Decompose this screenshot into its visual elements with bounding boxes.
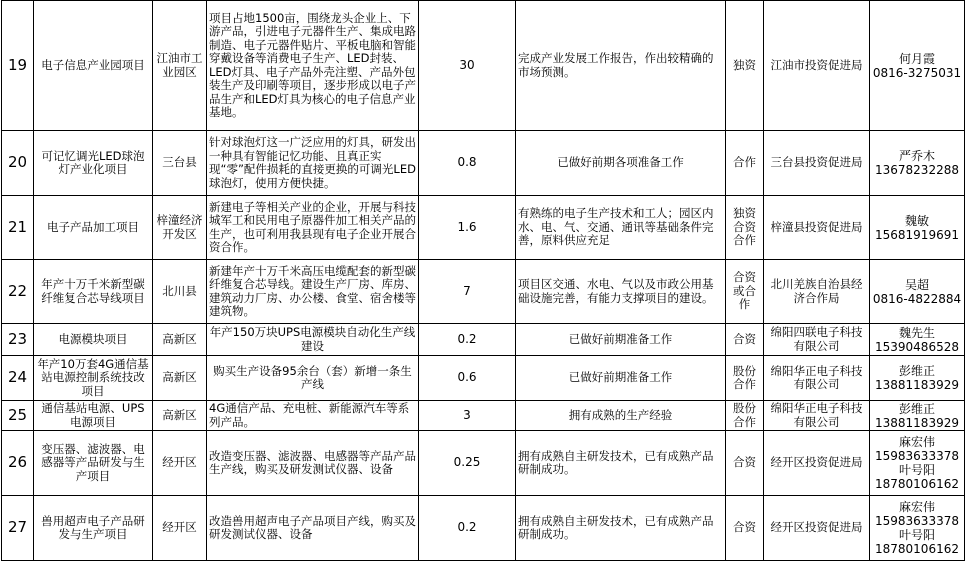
contact-person xyxy=(870,196,965,260)
project-conditions: 已做好前期准备工作 xyxy=(516,356,726,401)
contact-unit: 北川羌族自治县经济合作局 xyxy=(764,260,870,324)
contact-phone: 13881183929 xyxy=(875,378,959,392)
project-name: 电子信息产业园项目 xyxy=(34,1,153,131)
row-number: 22 xyxy=(2,260,34,324)
contact-person xyxy=(870,431,965,496)
contact-name-2: 叶号阳 xyxy=(898,528,935,542)
contact-name: 彭维正 xyxy=(898,401,935,416)
row-number: 25 xyxy=(2,401,34,431)
project-content: 新建年产十万千米高压电缆配套的新型碳纤维复合芯导线。建设生产厂房、库房、建筑动力厂房、办公楼、食堂、宿舍楼等建筑物。 xyxy=(207,260,419,324)
contact-phone-2: 18780106162 xyxy=(875,477,959,491)
contact-unit: 梓潼县投资促进局 xyxy=(764,196,870,260)
table-row xyxy=(2,196,965,260)
contact-phone: 15390486528 xyxy=(875,339,959,354)
project-content: 年产150万块UPS电源模块自动化生产线建设 xyxy=(207,324,419,356)
investment-amount: 0.2 xyxy=(419,496,516,561)
project-conditions: 拥有成熟自主研发技术，已有成熟产品研制成功。 xyxy=(516,496,726,561)
investment-amount: 0.2 xyxy=(419,324,516,356)
contact-name-2: 叶号阳 xyxy=(898,463,935,477)
investment-amount: 1.6 xyxy=(419,196,516,260)
project-name: 电子产品加工项目 xyxy=(34,196,153,260)
contact-name: 何月霞 xyxy=(898,51,935,66)
contact-unit: 绵阳华正电子科技有限公司 xyxy=(764,401,870,431)
row-number: 27 xyxy=(2,496,34,561)
row-number: 26 xyxy=(2,431,34,496)
project-name: 可记忆调光LED球泡灯产业化项目 xyxy=(34,131,153,196)
table-row xyxy=(2,131,965,196)
contact-phone: 0816-3275031 xyxy=(872,65,962,80)
investment-amount: 0.8 xyxy=(419,131,516,196)
contact-name: 麻宏伟 xyxy=(898,435,935,449)
contact-unit: 经开区投资促进局 xyxy=(764,431,870,496)
contact-person xyxy=(870,401,965,431)
project-content: 4G通信产品、充电桩、新能源汽车等系列产品。 xyxy=(207,401,419,431)
contact-phone-2: 18780106162 xyxy=(875,542,959,556)
project-location: 高新区 xyxy=(153,324,207,356)
contact-phone: 15983633378 xyxy=(875,449,959,463)
contact-unit: 三台县投资促进局 xyxy=(764,131,870,196)
contact-person xyxy=(870,356,965,401)
contact-person xyxy=(870,1,965,131)
project-name: 电源模块项目 xyxy=(34,324,153,356)
project-conditions: 项目区交通、水电、气以及市政公用基础设施完善，有能力支撑项目的建设。 xyxy=(516,260,726,324)
contact-phone: 15681919691 xyxy=(875,227,959,242)
contact-name: 吴超 xyxy=(904,277,929,292)
cooperation-mode: 合资 xyxy=(726,496,764,561)
project-content: 新建电子等相关产业的企业，开展与科技城军工和民用电子原器件加工相关产品的生产，也可利用我县现有电子企业开展合资合作。 xyxy=(207,196,419,260)
cooperation-mode: 合资 xyxy=(726,431,764,496)
table-row xyxy=(2,1,965,131)
table-row xyxy=(2,431,965,496)
contact-person xyxy=(870,496,965,561)
table-row xyxy=(2,324,965,356)
row-number: 20 xyxy=(2,131,34,196)
project-location: 高新区 xyxy=(153,401,207,431)
table-row xyxy=(2,401,965,431)
project-name: 通信基站电源、UPS电源项目 xyxy=(34,401,153,431)
row-number: 24 xyxy=(2,356,34,401)
project-location: 经开区 xyxy=(153,431,207,496)
table-row xyxy=(2,356,965,401)
project-conditions: 有熟练的电子生产技术和工人；园区内水、电、气、交通、通讯等基础条件完善，原料供应充足 xyxy=(516,196,726,260)
row-number: 21 xyxy=(2,196,34,260)
table-row xyxy=(2,260,965,324)
cooperation-mode: 合资 xyxy=(726,324,764,356)
project-table xyxy=(1,0,965,561)
contact-phone: 13678232288 xyxy=(875,163,959,177)
project-location: 梓潼经济开发区 xyxy=(153,196,207,260)
row-number: 19 xyxy=(2,1,34,131)
contact-unit: 绵阳华正电子科技有限公司 xyxy=(764,356,870,401)
contact-name: 严乔木 xyxy=(898,149,935,163)
cooperation-mode: 合资或合作 xyxy=(726,260,764,324)
row-number: 23 xyxy=(2,324,34,356)
cooperation-mode: 股份合作 xyxy=(726,401,764,431)
project-content: 购买生产设备95余台（套）新增一条生产线 xyxy=(207,356,419,401)
contact-name: 魏敏 xyxy=(904,213,929,228)
contact-unit: 江油市投资促进局 xyxy=(764,1,870,131)
contact-phone: 15983633378 xyxy=(875,514,959,528)
project-conditions: 已做好前期各项准备工作 xyxy=(516,131,726,196)
investment-amount: 7 xyxy=(419,260,516,324)
project-conditions: 拥有成熟的生产经验 xyxy=(516,401,726,431)
contact-name: 彭维正 xyxy=(898,364,935,378)
contact-phone: 0816-4822884 xyxy=(872,291,962,306)
contact-name: 魏先生 xyxy=(898,325,935,340)
contact-name: 麻宏伟 xyxy=(898,500,935,514)
project-name: 兽用超声电子产品研发与生产项目 xyxy=(34,496,153,561)
project-conditions: 已做好前期准备工作 xyxy=(516,324,726,356)
project-location: 江油市工业园区 xyxy=(153,1,207,131)
contact-unit: 经开区投资促进局 xyxy=(764,496,870,561)
project-conditions: 拥有成熟自主研发技术，已有成熟产品研制成功。 xyxy=(516,431,726,496)
contact-phone: 13881183929 xyxy=(875,415,959,430)
contact-person xyxy=(870,131,965,196)
investment-amount: 0.6 xyxy=(419,356,516,401)
contact-unit: 绵阳四联电子科技有限公司 xyxy=(764,324,870,356)
investment-amount: 30 xyxy=(419,1,516,131)
project-location: 北川县 xyxy=(153,260,207,324)
project-location: 高新区 xyxy=(153,356,207,401)
cooperation-mode: 独资 xyxy=(726,1,764,131)
investment-amount: 0.25 xyxy=(419,431,516,496)
project-content: 项目占地1500亩，围绕龙头企业上、下游产品，引进电子元器件生产、集成电路制造、电子元器件贴片、平板电脑和智能穿戴设备等消费电子生产、LED封装、LED灯具、电子产品外壳注塑、产品外包装生产及印刷等项目，逐步形成以电子产品生产和LED灯具为核心的电子信息产业基地。 xyxy=(207,1,419,131)
contact-person xyxy=(870,324,965,356)
project-location: 三台县 xyxy=(153,131,207,196)
cooperation-mode: 独资合资合作 xyxy=(726,196,764,260)
project-content: 改造兽用超声电子产品项目产线，购买及研发测试仪器、设备 xyxy=(207,496,419,561)
contact-person xyxy=(870,260,965,324)
investment-amount: 3 xyxy=(419,401,516,431)
project-content: 改造变压器、滤波器、电感器等产品产品生产线，购买及研发测试仪器、设备 xyxy=(207,431,419,496)
project-name: 年产10万套4G通信基站电源控制系统技改项目 xyxy=(34,356,153,401)
project-name: 年产十万千米新型碳纤维复合芯导线项目 xyxy=(34,260,153,324)
cooperation-mode: 合作 xyxy=(726,131,764,196)
cooperation-mode: 股份合作 xyxy=(726,356,764,401)
project-conditions: 完成产业发展工作报告，作出较精确的市场预测。 xyxy=(516,1,726,131)
project-content: 针对球泡灯这一广泛应用的灯具，研发出一种具有智能记忆功能、且真正实现“零”配件损耗的直接更换的可调光LED球泡灯，使用方便快捷。 xyxy=(207,131,419,196)
project-name: 变压器、滤波器、电感器等产品研发与生产项目 xyxy=(34,431,153,496)
table-row xyxy=(2,496,965,561)
project-location: 经开区 xyxy=(153,496,207,561)
